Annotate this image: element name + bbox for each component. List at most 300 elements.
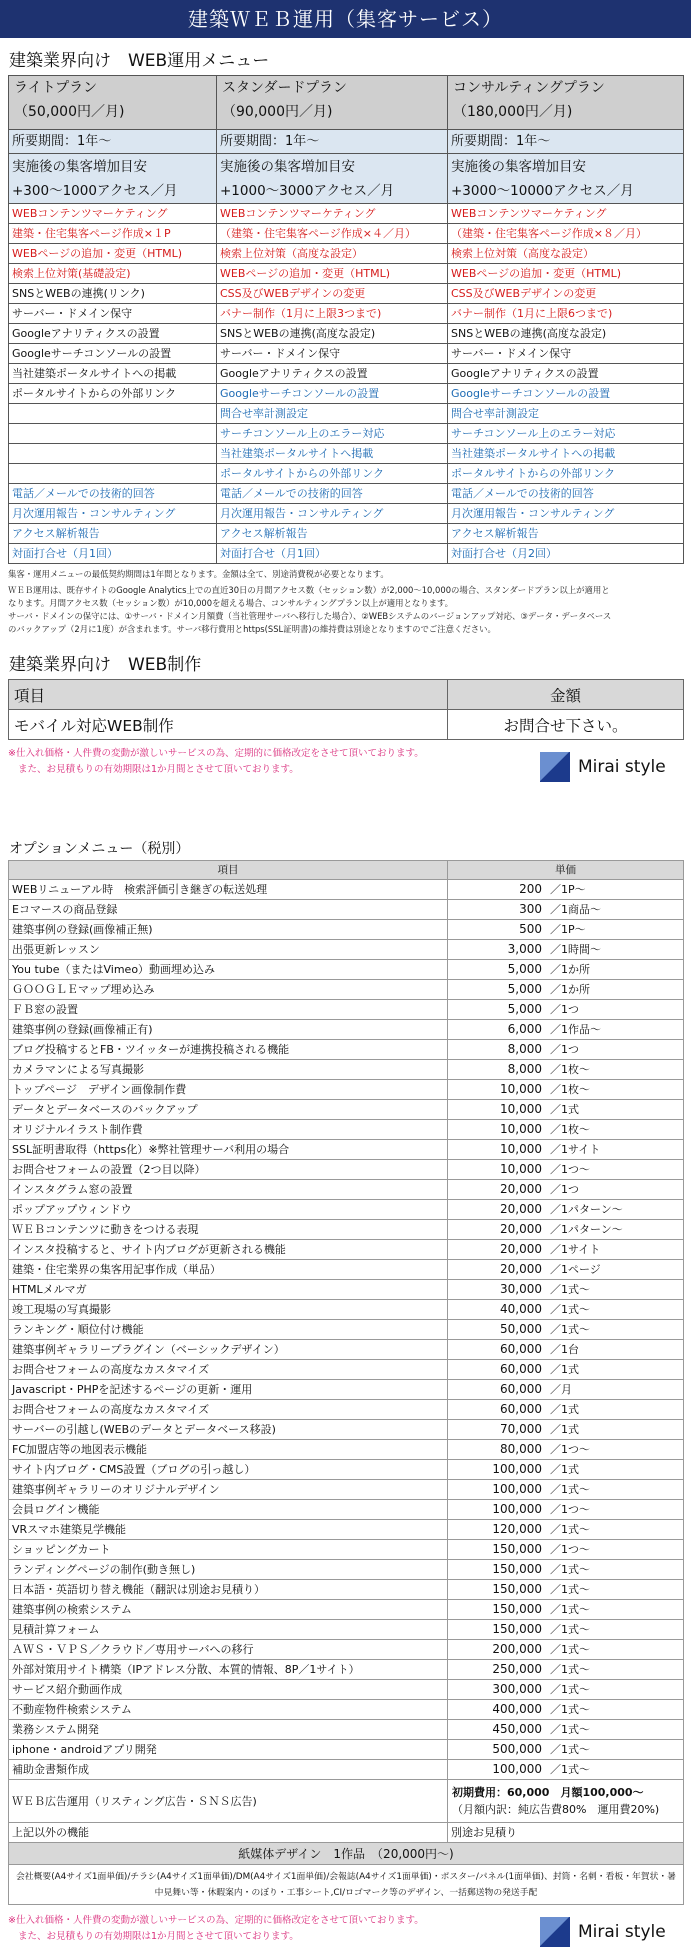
option-price-value: 20,000 [500, 1262, 542, 1276]
option-price-value: 400,000 [492, 1702, 542, 1716]
option-price-unit: ／1式～ [550, 1683, 590, 1696]
plan-feature: バナー制作（1月に上限6つまで) [448, 304, 684, 324]
option-price-value: 20,000 [500, 1182, 542, 1196]
option-price-value: 40,000 [500, 1302, 542, 1316]
plan-estimate-row [9, 154, 684, 204]
plan-feature-row [9, 524, 684, 544]
logo-mark-icon [540, 1917, 570, 1947]
plan-feature: WEBコンテンツマーケティング [9, 204, 217, 224]
option-price [448, 1400, 684, 1420]
option-item: サービス紹介動画作成 [9, 1680, 448, 1700]
option-item: ランディングページの制作(動き無し) [9, 1560, 448, 1580]
option-item: インスタ投稿すると、サイト内ブログが更新される機能 [9, 1240, 448, 1260]
table-row [9, 1360, 684, 1380]
disclaimer-block [0, 740, 691, 814]
option-price-unit: ／月 [550, 1383, 572, 1396]
option-price [448, 1220, 684, 1240]
option-price-value: 100,000 [492, 1502, 542, 1516]
disclaimer-line: ※仕入れ価格・人件費の変動が激しいサービスの為、定期的に価格改定をさせて頂いております。 [8, 1915, 424, 1926]
plan-feature-row [9, 344, 684, 364]
option-item: ランキング・順位付け機能 [9, 1320, 448, 1340]
option-price-value: 150,000 [492, 1602, 542, 1616]
option-item: 建築事例ギャラリーのオリジナルデザイン [9, 1480, 448, 1500]
option-price-value: 60,000 [500, 1362, 542, 1376]
plan-feature [9, 464, 217, 484]
table-row [9, 880, 684, 900]
options-table-header [9, 861, 684, 880]
option-price-unit: ／1式～ [550, 1323, 590, 1336]
option-item: ショッピングカート [9, 1540, 448, 1560]
plan-feature: バナー制作（1月に上限3つまで) [217, 304, 448, 324]
option-price [448, 1180, 684, 1200]
option-price-unit: ／1式～ [550, 1283, 590, 1296]
table-row [9, 1520, 684, 1540]
plan-feature: 対面打合せ（月2回） [448, 544, 684, 564]
option-price [448, 1560, 684, 1580]
table-row [9, 1000, 684, 1020]
paper-design-title: 紙媒体デザイン 1作品 （20,000円～) [9, 1843, 684, 1865]
table-row [9, 1440, 684, 1460]
option-item: 上記以外の機能 [9, 1823, 448, 1843]
table-row [9, 1220, 684, 1240]
table-row [9, 1540, 684, 1560]
option-price [448, 1520, 684, 1540]
option-price-value: 8,000 [507, 1042, 542, 1056]
table-row [9, 1100, 684, 1120]
option-price [448, 1160, 684, 1180]
option-price-value: 80,000 [500, 1442, 542, 1456]
web-production-heading: 建築業界向け WEB制作 [9, 655, 202, 675]
option-item: 業務システム開発 [9, 1720, 448, 1740]
col-item: 項目 [9, 861, 448, 880]
option-price [448, 1280, 684, 1300]
option-item: お問合せフォームの高度なカスタマイズ [9, 1360, 448, 1380]
option-price-value: 10,000 [500, 1162, 542, 1176]
option-item: トップページ デザイン画像制作費 [9, 1080, 448, 1100]
table-row [9, 1340, 684, 1360]
option-price-unit: ／1P～ [550, 923, 586, 936]
plan-feature: Googleアナリティクスの設置 [9, 324, 217, 344]
plan-feature: 建築・住宅集客ページ作成×１P [9, 224, 217, 244]
option-price-value: 100,000 [492, 1762, 542, 1776]
option-price [448, 1240, 684, 1260]
plan-feature: WEBページの追加・変更（HTML) [9, 244, 217, 264]
option-price [448, 960, 684, 980]
option-price-value: 5,000 [507, 1002, 542, 1016]
option-price [448, 1200, 684, 1220]
option-price-unit: ／1式～ [550, 1583, 590, 1596]
plan-feature: WEBページの追加・変更（HTML) [217, 264, 448, 284]
option-price [448, 1300, 684, 1320]
table-row [9, 1640, 684, 1660]
option-item: HTMLメルマガ [9, 1280, 448, 1300]
plan-feature: 問合せ率計測設定 [448, 404, 684, 424]
option-item: サイト内ブログ・CMS設置（ブログの引っ越し） [9, 1460, 448, 1480]
plan-term: 所要期間：1年～ [217, 130, 448, 154]
plan-term: 所要期間：1年～ [9, 130, 217, 154]
plan-feature: サーチコンソール上のエラー対応 [217, 424, 448, 444]
option-price-value: 5,000 [507, 982, 542, 996]
plan-feature: ポータルサイトからの外部リンク [217, 464, 448, 484]
option-item: お問合せフォームの設置（2つ目以降） [9, 1160, 448, 1180]
option-price [448, 1740, 684, 1760]
note-line: なります。月間アクセス数（セッション数）が10,000を超える場合、コンサルティングプラン以上が適用となります。 [8, 598, 454, 608]
table-row [9, 1200, 684, 1220]
web-production-table [8, 679, 684, 740]
option-price-value: 10,000 [500, 1102, 542, 1116]
option-price-unit: ／1つ～ [550, 1503, 590, 1516]
table-row [9, 1620, 684, 1640]
table-row [9, 1280, 684, 1300]
table-row [9, 1260, 684, 1280]
option-price-unit: ／1式 [550, 1423, 579, 1436]
col-item: 項目 [9, 680, 448, 710]
plan-term: 所要期間：1年～ [448, 130, 684, 154]
plan-feature-row [9, 264, 684, 284]
table-row [9, 1020, 684, 1040]
option-price-unit: ／1式～ [550, 1303, 590, 1316]
option-item: 日本語・英語切り替え機能（翻訳は別途お見積り） [9, 1580, 448, 1600]
option-price-unit: ／1式～ [550, 1623, 590, 1636]
option-price [448, 1620, 684, 1640]
option-price-unit: ／1枚～ [550, 1123, 590, 1136]
plan-feature: 電話／メールでの技術的回答 [217, 484, 448, 504]
option-price: 初期費用：60,000 月額100,000～ （月額内訳：純広告費80% 運用費20%) [448, 1780, 684, 1823]
option-price-value: 30,000 [500, 1282, 542, 1296]
plan-estimate: 実施後の集客増加目安 +300～1000アクセス／月 [9, 154, 217, 204]
plan-feature: 月次運用報告・コンサルティング [9, 504, 217, 524]
option-price-value: 120,000 [492, 1522, 542, 1536]
option-price-unit: ／1式 [550, 1403, 579, 1416]
option-price [448, 1660, 684, 1680]
note-line: 集客・運用メニューの最低契約期間は1年間となります。金額は全て、別途消費税が必要となります。 [8, 569, 389, 579]
option-price-unit: ／1式～ [550, 1743, 590, 1756]
plan-feature: サーバー・ドメイン保守 [217, 344, 448, 364]
table-row [9, 980, 684, 1000]
plan-feature: 問合せ率計測設定 [217, 404, 448, 424]
plan-feature: 検索上位対策（高度な設定） [217, 244, 448, 264]
plan-feature: SNSとWEBの連携(高度な設定) [217, 324, 448, 344]
option-item: データとデータベースのバックアップ [9, 1100, 448, 1120]
plan-feature: サーバー・ドメイン保守 [448, 344, 684, 364]
plan-feature: WEBコンテンツマーケティング [217, 204, 448, 224]
option-price [448, 1500, 684, 1520]
option-price-value: 150,000 [492, 1582, 542, 1596]
plan-feature: WEBページの追加・変更（HTML) [448, 264, 684, 284]
disclaimer-line: また、お見積もりの有効期限は1か月間とさせて頂いております。 [18, 764, 299, 775]
option-price [448, 1540, 684, 1560]
option-price [448, 1460, 684, 1480]
table-row [9, 1780, 684, 1823]
table-row [9, 1040, 684, 1060]
table-row [9, 1320, 684, 1340]
option-price [448, 1000, 684, 1020]
table-row [9, 1580, 684, 1600]
note-line: サーバ・ドメインの保守には、①サーバ・ドメイン月額費（当社管理サーバへ移行した場合）、②WEBシステムのバージョンアップ対応、③データ・データベース [8, 611, 612, 621]
plan-name-consulting: コンサルティングプラン （180,000円／月) [448, 76, 684, 130]
option-item: 竣工現場の写真撮影 [9, 1300, 448, 1320]
plan-feature: サーチコンソール上のエラー対応 [448, 424, 684, 444]
option-item: 出張更新レッスン [9, 940, 448, 960]
plan-notes [0, 564, 691, 636]
plan-feature: CSS及びWEBデザインの変更 [217, 284, 448, 304]
option-item: FC加盟店等の地図表示機能 [9, 1440, 448, 1460]
table-row [9, 1760, 684, 1780]
option-price-value: 20,000 [500, 1222, 542, 1236]
plan-feature [9, 424, 217, 444]
col-price: 単価 [448, 861, 684, 880]
option-item: 建築事例ギャラリープラグイン（ベーシックデザイン） [9, 1340, 448, 1360]
option-item: Eコマースの商品登録 [9, 900, 448, 920]
option-price-unit: ／1式～ [550, 1523, 590, 1536]
option-price [448, 1760, 684, 1780]
table-row [9, 920, 684, 940]
note-line: のバックアップ（2月に1度）が含まれます。サーバ移行費用とhttps(SSL証明書)の維持費は別途となりますのでご注意ください。 [8, 624, 496, 634]
plan-feature-row [9, 504, 684, 524]
plan-feature [9, 444, 217, 464]
option-price-value: 70,000 [500, 1422, 542, 1436]
paper-design-description: 会社概要(A4サイズ1面単価)/チラシ(A4サイズ1面単価)/DM(A4サイズ1面単価)/会報誌(A4サイズ1面単価)・ポスター/パネル(1面単価)、封筒・名刺・看板・年賀状・暑中見舞い等・休暇案内・のぼり・工事シート,CI/ロゴマーク等のデザイン、一括郵送物の発送手配 [9, 1865, 684, 1905]
option-price-value: 200,000 [492, 1642, 542, 1656]
option-price-unit: ／1つ～ [550, 1163, 590, 1176]
option-price-value: 3,000 [507, 942, 542, 956]
option-item: ブログ投稿するとFB・ツイッターが連携投稿される機能 [9, 1040, 448, 1060]
option-price-unit: ／1式 [550, 1363, 579, 1376]
option-price-unit: ／1時間～ [550, 943, 601, 956]
table-row [9, 1060, 684, 1080]
option-price-unit: ／1作品～ [550, 1023, 601, 1036]
option-price-unit: ／1つ [550, 1003, 579, 1016]
option-item: iphone・androidアプリ開発 [9, 1740, 448, 1760]
option-item: 補助金書類作成 [9, 1760, 448, 1780]
option-price [448, 1700, 684, 1720]
web-item: モバイル対応WEB制作 [9, 710, 448, 740]
mirai-style-logo [540, 752, 666, 782]
table-row [9, 1500, 684, 1520]
option-price [448, 1360, 684, 1380]
option-price-value: 10,000 [500, 1142, 542, 1156]
plan-name-standard: スタンダードプラン （90,000円／月) [217, 76, 448, 130]
plan-feature: 検索上位対策(基礎設定) [9, 264, 217, 284]
option-price [448, 1640, 684, 1660]
option-price-value: 150,000 [492, 1622, 542, 1636]
option-item: インスタグラム窓の設置 [9, 1180, 448, 1200]
option-item: ＷＥＢ広告運用（リスティング広告・ＳＮＳ広告) [9, 1780, 448, 1823]
page-title: 建築ＷＥＢ運用（集客サービス） [0, 0, 691, 38]
option-price-unit: ／1枚～ [550, 1063, 590, 1076]
table-row [9, 960, 684, 980]
table-row [9, 1400, 684, 1420]
plan-feature: Googleアナリティクスの設置 [217, 364, 448, 384]
options-heading: オプションメニュー（税別） [9, 841, 190, 857]
table-row [9, 1160, 684, 1180]
option-price-value: 10,000 [500, 1122, 542, 1136]
option-price-value: 6,000 [507, 1022, 542, 1036]
option-price [448, 920, 684, 940]
option-price-value: 8,000 [507, 1062, 542, 1076]
option-price-value: 50,000 [500, 1322, 542, 1336]
option-price-unit: ／1式～ [550, 1763, 590, 1776]
mirai-style-logo [540, 1917, 666, 1947]
paper-design-header [9, 1843, 684, 1865]
option-price-value: 300,000 [492, 1682, 542, 1696]
option-price-unit: ／1つ [550, 1183, 579, 1196]
option-item: ポップアップウィンドウ [9, 1200, 448, 1220]
plan-estimate: 実施後の集客増加目安 +3000～10000アクセス／月 [448, 154, 684, 204]
option-price [448, 1140, 684, 1160]
option-item: ＡＷＳ・ＶＰＳ／クラウド／専用サーバへの移行 [9, 1640, 448, 1660]
note-line: ＷＥＢ運用は、既存サイトのGoogle Analytics上での直近30日の月間アクセス数（セッション数）が2,000～10,000の場合、スタンダードプラン以上が適用と [8, 585, 610, 595]
option-price-unit: ／1ページ [550, 1263, 601, 1276]
disclaimer-line: ※仕入れ価格・人件費の変動が激しいサービスの為、定期的に価格改定をさせて頂いております。 [8, 748, 424, 759]
option-price-unit: ／1パターン～ [550, 1223, 623, 1236]
option-price-value: 60,000 [500, 1382, 542, 1396]
option-item: 建築事例の登録(画像補正無) [9, 920, 448, 940]
option-price [448, 1580, 684, 1600]
option-price-unit: ／1式～ [550, 1563, 590, 1576]
option-price-unit: ／1式～ [550, 1603, 590, 1616]
paper-design-row [9, 1865, 684, 1905]
plan-feature-row [9, 204, 684, 224]
option-price-value: 250,000 [492, 1662, 542, 1676]
plan-feature-row [9, 324, 684, 344]
table-row [9, 1380, 684, 1400]
options-table [8, 860, 684, 1905]
option-price-value: 60,000 [500, 1342, 542, 1356]
option-price [448, 1100, 684, 1120]
table-row [9, 1120, 684, 1140]
option-item: ＧＯＯＧＬＥマップ埋め込み [9, 980, 448, 1000]
option-price [448, 940, 684, 960]
option-price [448, 1080, 684, 1100]
option-price-value: 60,000 [500, 1402, 542, 1416]
bottom-disclaimer-block [0, 1905, 691, 1957]
table-row [9, 1680, 684, 1700]
table-row [9, 1180, 684, 1200]
table-row [9, 1460, 684, 1480]
plan-feature: アクセス解析報告 [9, 524, 217, 544]
option-item: Javascript・PHPを記述するページの更新・運用 [9, 1380, 448, 1400]
option-price-unit: ／1か所 [550, 983, 590, 996]
plan-feature: 電話／メールでの技術的回答 [9, 484, 217, 504]
plan-estimate: 実施後の集客増加目安 +1000～3000アクセス／月 [217, 154, 448, 204]
plan-feature-row [9, 364, 684, 384]
table-row [9, 1420, 684, 1440]
option-price-unit: ／1式～ [550, 1663, 590, 1676]
logo-text: Mirai style [578, 757, 666, 777]
plan-feature: （建築・住宅集客ページ作成×８／月） [448, 224, 684, 244]
plan-feature: アクセス解析報告 [217, 524, 448, 544]
plan-feature-row [9, 284, 684, 304]
option-item: カメラマンによる写真撮影 [9, 1060, 448, 1080]
option-item: 外部対策用サイト構築（IPアドレス分散、本質的情報、8P／1サイト） [9, 1660, 448, 1680]
option-item: オリジナルイラスト制作費 [9, 1120, 448, 1140]
option-price-value: 150,000 [492, 1542, 542, 1556]
plan-feature: SNSとWEBの連携(高度な設定) [448, 324, 684, 344]
plan-feature: Googleサーチコンソールの設置 [448, 384, 684, 404]
option-price-value: 150,000 [492, 1562, 542, 1576]
plan-term-row [9, 130, 684, 154]
option-price [448, 1720, 684, 1740]
option-item: WEBリニューアル時 検索評価引き継ぎの転送処理 [9, 880, 448, 900]
option-price [448, 1680, 684, 1700]
option-price [448, 880, 684, 900]
table-row [9, 1700, 684, 1720]
option-price [448, 1380, 684, 1400]
option-price [448, 1320, 684, 1340]
plan-name-light: ライトプラン （50,000円／月) [9, 76, 217, 130]
plan-feature: アクセス解析報告 [448, 524, 684, 544]
plan-feature: SNSとWEBの連携(リンク) [9, 284, 217, 304]
option-item: ＦＢ窓の設置 [9, 1000, 448, 1020]
table-row [9, 1740, 684, 1760]
disclaimer-line: また、お見積もりの有効期限は1か月間とさせて頂いております。 [18, 1931, 299, 1942]
table-row [9, 1140, 684, 1160]
plan-feature-row [9, 544, 684, 564]
table-row [9, 1823, 684, 1843]
plan-feature: （建築・住宅集客ページ作成×４／月） [217, 224, 448, 244]
option-price-unit: ／1台 [550, 1343, 579, 1356]
option-price-unit: ／1式～ [550, 1723, 590, 1736]
plan-feature: Googleアナリティクスの設置 [448, 364, 684, 384]
plan-feature: CSS及びWEBデザインの変更 [448, 284, 684, 304]
plan-feature: WEBコンテンツマーケティング [448, 204, 684, 224]
plan-feature: 対面打合せ（月1回） [217, 544, 448, 564]
logo-text: Mirai style [578, 1922, 666, 1942]
plan-feature: 月次運用報告・コンサルティング [217, 504, 448, 524]
option-price-unit: ／1つ～ [550, 1543, 590, 1556]
option-item: 建築事例の検索システム [9, 1600, 448, 1620]
option-price-value: 100,000 [492, 1482, 542, 1496]
option-price-unit: ／1か所 [550, 963, 590, 976]
table-row [9, 1720, 684, 1740]
plan-feature-row [9, 404, 684, 424]
option-price [448, 1060, 684, 1080]
option-price-unit: ／1商品～ [550, 903, 601, 916]
option-price-unit: ／1枚～ [550, 1083, 590, 1096]
option-price-unit: ／1サイト [550, 1243, 601, 1256]
option-item: 見積計算フォーム [9, 1620, 448, 1640]
option-item: 建築事例の登録(画像補正有) [9, 1020, 448, 1040]
web-amount: お問合せ下さい。 [448, 710, 684, 740]
table-row [9, 940, 684, 960]
option-price-unit: ／1式 [550, 1103, 579, 1116]
logo-mark-icon [540, 752, 570, 782]
option-price-value: 500 [519, 922, 542, 936]
plan-feature-row [9, 304, 684, 324]
plan-feature: Googleサーチコンソールの設置 [217, 384, 448, 404]
plan-feature: 月次運用報告・コンサルティング [448, 504, 684, 524]
option-price-unit: ／1P～ [550, 883, 586, 896]
option-item: 会員ログイン機能 [9, 1500, 448, 1520]
web-table-header [9, 680, 684, 710]
plan-feature-row [9, 424, 684, 444]
option-price-unit: ／1サイト [550, 1143, 601, 1156]
web-operation-menu-heading: 建築業界向け WEB運用メニュー [9, 51, 270, 71]
option-price [448, 1040, 684, 1060]
option-price-value: 500,000 [492, 1742, 542, 1756]
option-item: お問合せフォームの高度なカスタマイズ [9, 1400, 448, 1420]
option-price [448, 1420, 684, 1440]
plan-feature: 対面打合せ（月1回） [9, 544, 217, 564]
option-item: 不動産物件検索システム [9, 1700, 448, 1720]
option-price-value: 20,000 [500, 1202, 542, 1216]
option-price [448, 1120, 684, 1140]
plan-header-row [9, 76, 684, 130]
plan-feature-row [9, 444, 684, 464]
option-price-unit: ／1式～ [550, 1483, 590, 1496]
plan-feature: 当社建築ポータルサイトへの掲載 [9, 364, 217, 384]
